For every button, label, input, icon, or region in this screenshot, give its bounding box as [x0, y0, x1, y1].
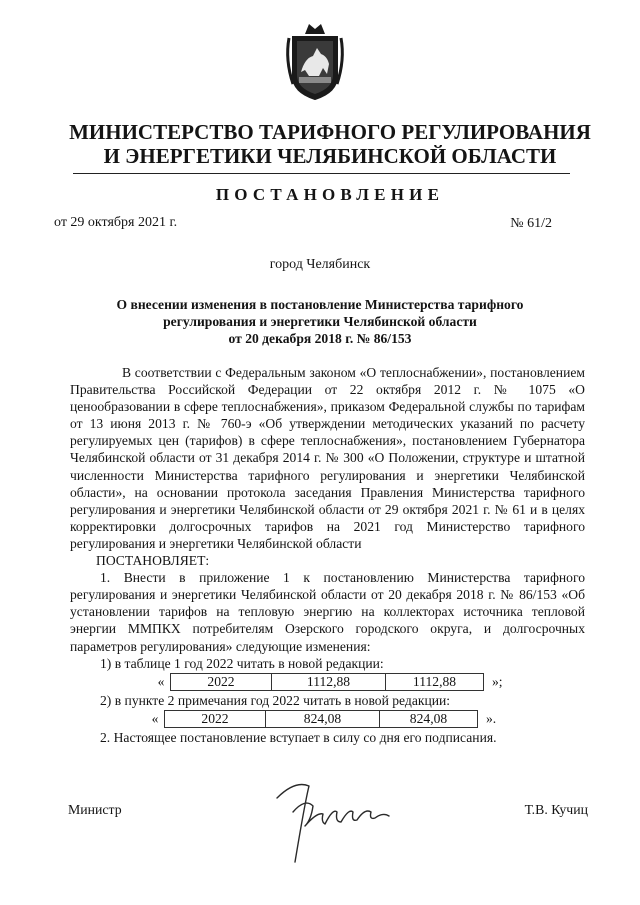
table1-year-cell: 2022 [170, 673, 272, 691]
table1-close-quote: »; [492, 674, 503, 690]
handwritten-signature [265, 772, 395, 868]
title-line1: О внесении изменения в постановление Министерства тарифного [116, 297, 524, 312]
document-title [80, 296, 560, 347]
signer-name: Т.В. Кучиц [524, 802, 588, 817]
preamble-paragraph: В соответствии с Федеральным законом «О теплоснабжении», постановлением Правительства Российской Федерации от 22 октября 2012 г. № 1075 «О ценообразовании в сфере теплоснабжения», приказом Федеральной службы по тарифам от 13 июня 2013 г. № 760-э «Об утверждении методических указаний по расчету регулируемых цен (тарифов) в сфере теплоснабжения», постановлением Губернатора Челябинской области от 31 декабря 2014 г. № 300 «О Положении, структуре и штатной численности Министерства тарифного регулирования и энергетики Челябинской области», на основании протокола заседания Правления Министерства тарифного регулирования и энергетики Челябинской области от 29 октября 2021 г. № 61 и в целях корректировки долгосрочных тарифов на 2021 год Министерство тарифного регулирования и энергетики Челябинской области [70, 365, 585, 551]
document-type-heading: ПОСТАНОВЛЕНИЕ [215, 185, 445, 204]
title-line2: регулирования и энергетики Челябинской области [163, 314, 477, 329]
subitem1: 1) в таблице 1 год 2022 читать в новой редакции: [100, 655, 384, 671]
signer-role: Министр [68, 802, 122, 817]
ministry-name-line1: МИНИСТЕРСТВО ТАРИФНОГО РЕГУЛИРОВАНИЯ [69, 120, 591, 144]
document-body [70, 364, 585, 746]
table1-row [70, 673, 585, 691]
table1-value2-cell: 1112,88 [386, 673, 484, 691]
subitem2: 2) в пункте 2 примечания год 2022 читать в новой редакции: [100, 692, 451, 708]
table1-value1-cell: 1112,88 [272, 673, 386, 691]
table2-row [70, 710, 585, 728]
ministry-name-line2: И ЭНЕРГЕТИКИ ЧЕЛЯБИНСКОЙ ОБЛАСТИ [103, 144, 557, 168]
item1-paragraph: 1. Внести в приложение 1 к постановлению Министерства тарифного регулирования и энергетики Челябинской области от 20 декабря 2018 г. № 86/153 «Об установлении тарифов на тепловую энергию на коллекторах источника тепловой энергии ММПКХ потребителям Озерского городского округа, и долгосрочных параметров регулирования» следующие изменения: [70, 570, 585, 654]
document-number: № 61/2 [510, 216, 552, 231]
table2-close-quote: ». [486, 711, 497, 727]
table2-open-quote: « [151, 711, 159, 727]
table2-value1-cell: 824,08 [266, 710, 380, 728]
coat-of-arms-emblem [283, 20, 347, 102]
document-city: город Челябинск [269, 257, 371, 272]
table2-year-cell: 2022 [164, 710, 266, 728]
table1-open-quote: « [157, 674, 165, 690]
title-line3: от 20 декабря 2018 г. № 86/153 [228, 331, 412, 346]
item2-paragraph: 2. Настоящее постановление вступает в силу со дня его подписания. [100, 729, 497, 745]
header-divider [73, 173, 570, 174]
table2-value2-cell: 824,08 [380, 710, 478, 728]
decree-word: ПОСТАНОВЛЯЕТ: [96, 553, 210, 569]
document-date: от 29 октября 2021 г. [54, 215, 178, 230]
